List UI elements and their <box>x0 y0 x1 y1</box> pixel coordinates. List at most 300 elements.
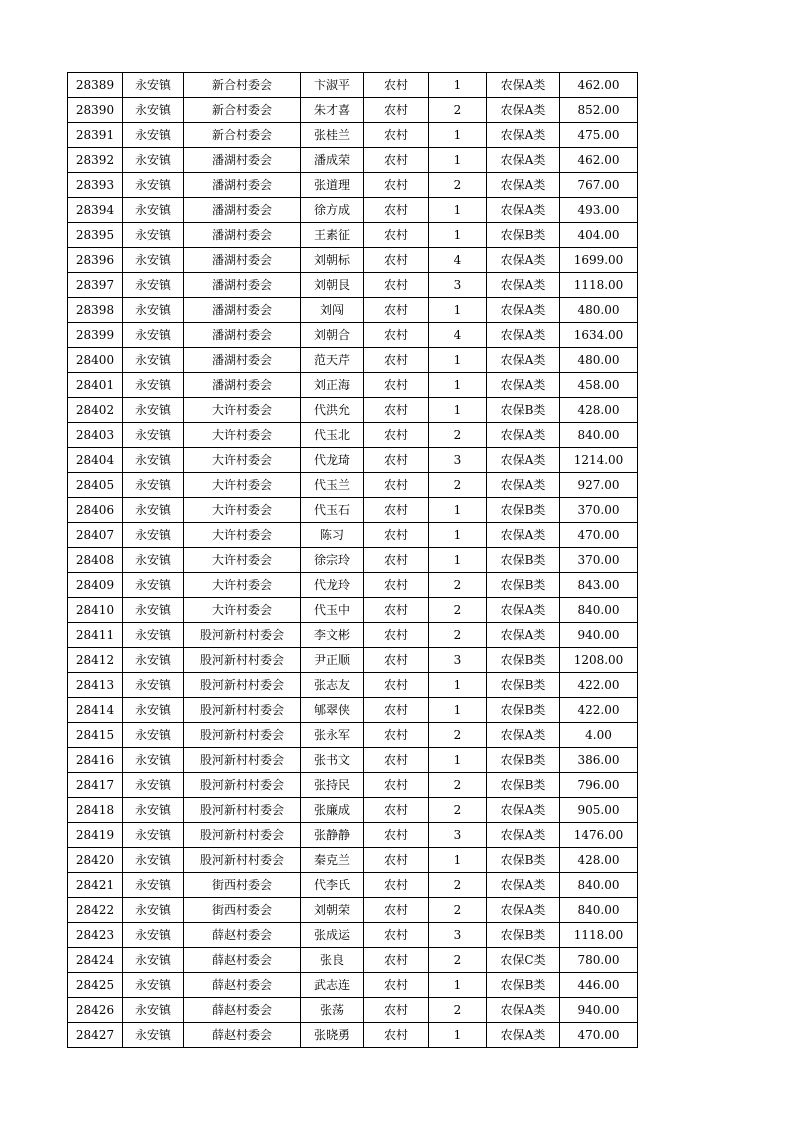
insurance-category-cell: 农保B类 <box>487 848 560 873</box>
amount-cell: 843.00 <box>560 573 638 598</box>
town-cell: 永安镇 <box>123 448 184 473</box>
town-cell: 永安镇 <box>123 748 184 773</box>
town-cell: 永安镇 <box>123 123 184 148</box>
person-name-cell: 代洪允 <box>301 398 364 423</box>
amount-cell: 470.00 <box>560 1023 638 1048</box>
record-id-cell: 28394 <box>68 198 123 223</box>
table-row <box>68 548 638 573</box>
amount-cell: 852.00 <box>560 98 638 123</box>
member-count-cell: 1 <box>429 198 487 223</box>
household-type-cell: 农村 <box>364 1023 429 1048</box>
table-row <box>68 198 638 223</box>
person-name-cell: 刘朝艮 <box>301 273 364 298</box>
table-row <box>68 248 638 273</box>
table-row <box>68 623 638 648</box>
village-cell: 潘湖村委会 <box>184 173 301 198</box>
village-cell: 新合村委会 <box>184 123 301 148</box>
table-row <box>68 348 638 373</box>
person-name-cell: 潘成荣 <box>301 148 364 173</box>
amount-cell: 1208.00 <box>560 648 638 673</box>
town-cell: 永安镇 <box>123 348 184 373</box>
town-cell: 永安镇 <box>123 548 184 573</box>
amount-cell: 422.00 <box>560 698 638 723</box>
village-cell: 潘湖村委会 <box>184 373 301 398</box>
member-count-cell: 2 <box>429 998 487 1023</box>
record-id-cell: 28397 <box>68 273 123 298</box>
record-id-cell: 28401 <box>68 373 123 398</box>
village-cell: 大许村委会 <box>184 598 301 623</box>
table-row <box>68 123 638 148</box>
insurance-category-cell: 农保B类 <box>487 748 560 773</box>
village-cell: 大许村委会 <box>184 448 301 473</box>
household-type-cell: 农村 <box>364 148 429 173</box>
household-type-cell: 农村 <box>364 723 429 748</box>
town-cell: 永安镇 <box>123 998 184 1023</box>
record-id-cell: 28408 <box>68 548 123 573</box>
table-row <box>68 598 638 623</box>
household-type-cell: 农村 <box>364 823 429 848</box>
person-name-cell: 王素征 <box>301 223 364 248</box>
household-type-cell: 农村 <box>364 273 429 298</box>
insurance-category-cell: 农保B类 <box>487 548 560 573</box>
table-row <box>68 573 638 598</box>
town-cell: 永安镇 <box>123 298 184 323</box>
town-cell: 永安镇 <box>123 948 184 973</box>
table-row <box>68 148 638 173</box>
amount-cell: 927.00 <box>560 473 638 498</box>
person-name-cell: 代李氏 <box>301 873 364 898</box>
record-id-cell: 28422 <box>68 898 123 923</box>
household-type-cell: 农村 <box>364 623 429 648</box>
table-row <box>68 823 638 848</box>
village-cell: 薛赵村委会 <box>184 948 301 973</box>
record-id-cell: 28421 <box>68 873 123 898</box>
household-type-cell: 农村 <box>364 423 429 448</box>
amount-cell: 475.00 <box>560 123 638 148</box>
village-cell: 薛赵村委会 <box>184 998 301 1023</box>
insurance-category-cell: 农保A类 <box>487 173 560 198</box>
person-name-cell: 张书文 <box>301 748 364 773</box>
member-count-cell: 1 <box>429 498 487 523</box>
household-type-cell: 农村 <box>364 73 429 98</box>
village-cell: 潘湖村委会 <box>184 148 301 173</box>
insurance-category-cell: 农保A类 <box>487 448 560 473</box>
member-count-cell: 3 <box>429 273 487 298</box>
record-id-cell: 28395 <box>68 223 123 248</box>
record-id-cell: 28399 <box>68 323 123 348</box>
member-count-cell: 1 <box>429 223 487 248</box>
insurance-category-cell: 农保B类 <box>487 398 560 423</box>
insurance-category-cell: 农保A类 <box>487 798 560 823</box>
person-name-cell: 刘朝合 <box>301 323 364 348</box>
member-count-cell: 1 <box>429 973 487 998</box>
insurance-category-cell: 农保A类 <box>487 298 560 323</box>
table-row <box>68 648 638 673</box>
household-type-cell: 农村 <box>364 548 429 573</box>
insurance-category-cell: 农保A类 <box>487 823 560 848</box>
person-name-cell: 刘朝荣 <box>301 898 364 923</box>
member-count-cell: 3 <box>429 448 487 473</box>
record-id-cell: 28404 <box>68 448 123 473</box>
record-id-cell: 28418 <box>68 798 123 823</box>
town-cell: 永安镇 <box>123 698 184 723</box>
household-type-cell: 农村 <box>364 923 429 948</box>
member-count-cell: 2 <box>429 773 487 798</box>
household-type-cell: 农村 <box>364 998 429 1023</box>
town-cell: 永安镇 <box>123 1023 184 1048</box>
person-name-cell: 刘闯 <box>301 298 364 323</box>
village-cell: 潘湖村委会 <box>184 298 301 323</box>
insurance-category-cell: 农保A类 <box>487 348 560 373</box>
table-row <box>68 373 638 398</box>
member-count-cell: 1 <box>429 748 487 773</box>
member-count-cell: 1 <box>429 148 487 173</box>
amount-cell: 404.00 <box>560 223 638 248</box>
person-name-cell: 代龙琦 <box>301 448 364 473</box>
town-cell: 永安镇 <box>123 823 184 848</box>
record-id-cell: 28411 <box>68 623 123 648</box>
person-name-cell: 刘朝标 <box>301 248 364 273</box>
town-cell: 永安镇 <box>123 773 184 798</box>
table-row <box>68 798 638 823</box>
village-cell: 潘湖村委会 <box>184 223 301 248</box>
member-count-cell: 1 <box>429 398 487 423</box>
table-row <box>68 873 638 898</box>
person-name-cell: 张荡 <box>301 998 364 1023</box>
town-cell: 永安镇 <box>123 898 184 923</box>
member-count-cell: 1 <box>429 123 487 148</box>
village-cell: 股河新村村委会 <box>184 623 301 648</box>
town-cell: 永安镇 <box>123 573 184 598</box>
person-name-cell: 张桂兰 <box>301 123 364 148</box>
household-type-cell: 农村 <box>364 648 429 673</box>
town-cell: 永安镇 <box>123 973 184 998</box>
person-name-cell: 张晓勇 <box>301 1023 364 1048</box>
person-name-cell: 张持民 <box>301 773 364 798</box>
town-cell: 永安镇 <box>123 498 184 523</box>
village-cell: 大许村委会 <box>184 523 301 548</box>
member-count-cell: 3 <box>429 923 487 948</box>
insurance-category-cell: 农保A类 <box>487 423 560 448</box>
person-name-cell: 徐宗玲 <box>301 548 364 573</box>
insurance-category-cell: 农保A类 <box>487 523 560 548</box>
household-type-cell: 农村 <box>364 898 429 923</box>
table-row <box>68 98 638 123</box>
person-name-cell: 代玉石 <box>301 498 364 523</box>
insurance-category-cell: 农保A类 <box>487 73 560 98</box>
table-row <box>68 423 638 448</box>
person-name-cell: 张永军 <box>301 723 364 748</box>
amount-cell: 458.00 <box>560 373 638 398</box>
town-cell: 永安镇 <box>123 373 184 398</box>
town-cell: 永安镇 <box>123 798 184 823</box>
amount-cell: 370.00 <box>560 548 638 573</box>
member-count-cell: 1 <box>429 698 487 723</box>
member-count-cell: 3 <box>429 648 487 673</box>
table-row <box>68 998 638 1023</box>
record-id-cell: 28416 <box>68 748 123 773</box>
amount-cell: 386.00 <box>560 748 638 773</box>
record-id-cell: 28407 <box>68 523 123 548</box>
member-count-cell: 2 <box>429 798 487 823</box>
person-name-cell: 张良 <box>301 948 364 973</box>
household-type-cell: 农村 <box>364 948 429 973</box>
amount-cell: 840.00 <box>560 423 638 448</box>
member-count-cell: 1 <box>429 523 487 548</box>
person-name-cell: 朱才喜 <box>301 98 364 123</box>
table-row <box>68 448 638 473</box>
village-cell: 街西村委会 <box>184 898 301 923</box>
record-id-cell: 28393 <box>68 173 123 198</box>
household-type-cell: 农村 <box>364 398 429 423</box>
record-id-cell: 28412 <box>68 648 123 673</box>
insurance-category-cell: 农保A类 <box>487 873 560 898</box>
town-cell: 永安镇 <box>123 398 184 423</box>
village-cell: 股河新村村委会 <box>184 823 301 848</box>
household-type-cell: 农村 <box>364 773 429 798</box>
member-count-cell: 2 <box>429 623 487 648</box>
household-type-cell: 农村 <box>364 748 429 773</box>
household-type-cell: 农村 <box>364 298 429 323</box>
amount-cell: 1118.00 <box>560 923 638 948</box>
person-name-cell: 尹正顺 <box>301 648 364 673</box>
amount-cell: 1214.00 <box>560 448 638 473</box>
record-id-cell: 28405 <box>68 473 123 498</box>
insurance-category-cell: 农保A类 <box>487 373 560 398</box>
village-cell: 大许村委会 <box>184 423 301 448</box>
insurance-category-cell: 农保A类 <box>487 898 560 923</box>
table-row <box>68 748 638 773</box>
village-cell: 薛赵村委会 <box>184 973 301 998</box>
town-cell: 永安镇 <box>123 848 184 873</box>
table-row <box>68 698 638 723</box>
member-count-cell: 1 <box>429 848 487 873</box>
member-count-cell: 3 <box>429 823 487 848</box>
amount-cell: 940.00 <box>560 623 638 648</box>
town-cell: 永安镇 <box>123 873 184 898</box>
member-count-cell: 1 <box>429 348 487 373</box>
table-row <box>68 898 638 923</box>
member-count-cell: 1 <box>429 548 487 573</box>
person-name-cell: 张道理 <box>301 173 364 198</box>
record-id-cell: 28410 <box>68 598 123 623</box>
household-type-cell: 农村 <box>364 598 429 623</box>
insurance-category-cell: 农保A类 <box>487 1023 560 1048</box>
amount-cell: 796.00 <box>560 773 638 798</box>
insurance-category-cell: 农保B类 <box>487 773 560 798</box>
member-count-cell: 4 <box>429 323 487 348</box>
insurance-category-cell: 农保A类 <box>487 473 560 498</box>
table-row <box>68 848 638 873</box>
person-name-cell: 李文彬 <box>301 623 364 648</box>
household-type-cell: 农村 <box>364 873 429 898</box>
record-id-cell: 28415 <box>68 723 123 748</box>
table-row <box>68 73 638 98</box>
village-cell: 股河新村村委会 <box>184 848 301 873</box>
town-cell: 永安镇 <box>123 723 184 748</box>
record-id-cell: 28400 <box>68 348 123 373</box>
household-type-cell: 农村 <box>364 673 429 698</box>
person-name-cell: 卞淑平 <box>301 73 364 98</box>
town-cell: 永安镇 <box>123 273 184 298</box>
member-count-cell: 1 <box>429 73 487 98</box>
amount-cell: 462.00 <box>560 148 638 173</box>
village-cell: 大许村委会 <box>184 398 301 423</box>
insurance-category-cell: 农保A类 <box>487 623 560 648</box>
village-cell: 大许村委会 <box>184 498 301 523</box>
town-cell: 永安镇 <box>123 523 184 548</box>
person-name-cell: 代玉中 <box>301 598 364 623</box>
village-cell: 潘湖村委会 <box>184 198 301 223</box>
insurance-category-cell: 农保B类 <box>487 498 560 523</box>
table-row <box>68 723 638 748</box>
town-cell: 永安镇 <box>123 73 184 98</box>
person-name-cell: 代玉兰 <box>301 473 364 498</box>
insurance-category-cell: 农保B类 <box>487 923 560 948</box>
record-id-cell: 28414 <box>68 698 123 723</box>
household-type-cell: 农村 <box>364 248 429 273</box>
amount-cell: 840.00 <box>560 598 638 623</box>
member-count-cell: 2 <box>429 873 487 898</box>
person-name-cell: 刘正海 <box>301 373 364 398</box>
record-id-cell: 28391 <box>68 123 123 148</box>
village-cell: 新合村委会 <box>184 98 301 123</box>
record-id-cell: 28425 <box>68 973 123 998</box>
record-id-cell: 28390 <box>68 98 123 123</box>
village-cell: 大许村委会 <box>184 548 301 573</box>
member-count-cell: 2 <box>429 173 487 198</box>
household-type-cell: 农村 <box>364 973 429 998</box>
record-id-cell: 28426 <box>68 998 123 1023</box>
record-id-cell: 28409 <box>68 573 123 598</box>
amount-cell: 1699.00 <box>560 248 638 273</box>
insurance-category-cell: 农保B类 <box>487 573 560 598</box>
table-row <box>68 498 638 523</box>
town-cell: 永安镇 <box>123 923 184 948</box>
household-type-cell: 农村 <box>364 123 429 148</box>
member-count-cell: 2 <box>429 898 487 923</box>
record-id-cell: 28423 <box>68 923 123 948</box>
person-name-cell: 张廉成 <box>301 798 364 823</box>
insurance-category-cell: 农保B类 <box>487 223 560 248</box>
village-cell: 股河新村村委会 <box>184 648 301 673</box>
amount-cell: 840.00 <box>560 873 638 898</box>
insurance-category-cell: 农保B类 <box>487 698 560 723</box>
record-id-cell: 28403 <box>68 423 123 448</box>
village-cell: 大许村委会 <box>184 473 301 498</box>
insurance-category-cell: 农保A类 <box>487 323 560 348</box>
village-cell: 股河新村村委会 <box>184 698 301 723</box>
amount-cell: 422.00 <box>560 673 638 698</box>
insurance-category-cell: 农保A类 <box>487 598 560 623</box>
household-type-cell: 农村 <box>364 798 429 823</box>
household-type-cell: 农村 <box>364 348 429 373</box>
insurance-category-cell: 农保B类 <box>487 648 560 673</box>
insurance-category-cell: 农保B类 <box>487 973 560 998</box>
insurance-category-cell: 农保C类 <box>487 948 560 973</box>
amount-cell: 1634.00 <box>560 323 638 348</box>
town-cell: 永安镇 <box>123 623 184 648</box>
household-type-cell: 农村 <box>364 373 429 398</box>
record-id-cell: 28389 <box>68 73 123 98</box>
record-id-cell: 28413 <box>68 673 123 698</box>
amount-cell: 1118.00 <box>560 273 638 298</box>
village-cell: 新合村委会 <box>184 73 301 98</box>
household-type-cell: 农村 <box>364 473 429 498</box>
town-cell: 永安镇 <box>123 648 184 673</box>
table-row <box>68 673 638 698</box>
household-type-cell: 农村 <box>364 698 429 723</box>
village-cell: 股河新村村委会 <box>184 748 301 773</box>
table-row <box>68 298 638 323</box>
person-name-cell: 武志连 <box>301 973 364 998</box>
town-cell: 永安镇 <box>123 473 184 498</box>
insurance-category-cell: 农保A类 <box>487 148 560 173</box>
table-row <box>68 223 638 248</box>
amount-cell: 767.00 <box>560 173 638 198</box>
household-type-cell: 农村 <box>364 198 429 223</box>
amount-cell: 480.00 <box>560 348 638 373</box>
table-row <box>68 1023 638 1048</box>
village-cell: 股河新村村委会 <box>184 723 301 748</box>
village-cell: 街西村委会 <box>184 873 301 898</box>
table-row <box>68 273 638 298</box>
town-cell: 永安镇 <box>123 248 184 273</box>
household-type-cell: 农村 <box>364 173 429 198</box>
household-type-cell: 农村 <box>364 223 429 248</box>
town-cell: 永安镇 <box>123 148 184 173</box>
village-cell: 股河新村村委会 <box>184 798 301 823</box>
amount-cell: 370.00 <box>560 498 638 523</box>
amount-cell: 4.00 <box>560 723 638 748</box>
village-cell: 潘湖村委会 <box>184 273 301 298</box>
amount-cell: 462.00 <box>560 73 638 98</box>
table-row <box>68 948 638 973</box>
person-name-cell: 张静静 <box>301 823 364 848</box>
table-row <box>68 398 638 423</box>
village-cell: 潘湖村委会 <box>184 348 301 373</box>
town-cell: 永安镇 <box>123 173 184 198</box>
amount-cell: 493.00 <box>560 198 638 223</box>
amount-cell: 446.00 <box>560 973 638 998</box>
table-body <box>68 73 638 1048</box>
record-id-cell: 28398 <box>68 298 123 323</box>
table-row <box>68 773 638 798</box>
insurance-category-cell: 农保A类 <box>487 123 560 148</box>
relief-roster-table <box>67 72 638 1048</box>
member-count-cell: 1 <box>429 373 487 398</box>
town-cell: 永安镇 <box>123 323 184 348</box>
record-id-cell: 28420 <box>68 848 123 873</box>
household-type-cell: 农村 <box>364 448 429 473</box>
town-cell: 永安镇 <box>123 673 184 698</box>
record-id-cell: 28419 <box>68 823 123 848</box>
village-cell: 股河新村村委会 <box>184 673 301 698</box>
amount-cell: 840.00 <box>560 898 638 923</box>
insurance-category-cell: 农保B类 <box>487 673 560 698</box>
record-id-cell: 28424 <box>68 948 123 973</box>
insurance-category-cell: 农保A类 <box>487 998 560 1023</box>
person-name-cell: 陈习 <box>301 523 364 548</box>
amount-cell: 480.00 <box>560 298 638 323</box>
person-name-cell: 秦克兰 <box>301 848 364 873</box>
record-id-cell: 28417 <box>68 773 123 798</box>
town-cell: 永安镇 <box>123 598 184 623</box>
village-cell: 大许村委会 <box>184 573 301 598</box>
amount-cell: 940.00 <box>560 998 638 1023</box>
member-count-cell: 2 <box>429 948 487 973</box>
household-type-cell: 农村 <box>364 523 429 548</box>
